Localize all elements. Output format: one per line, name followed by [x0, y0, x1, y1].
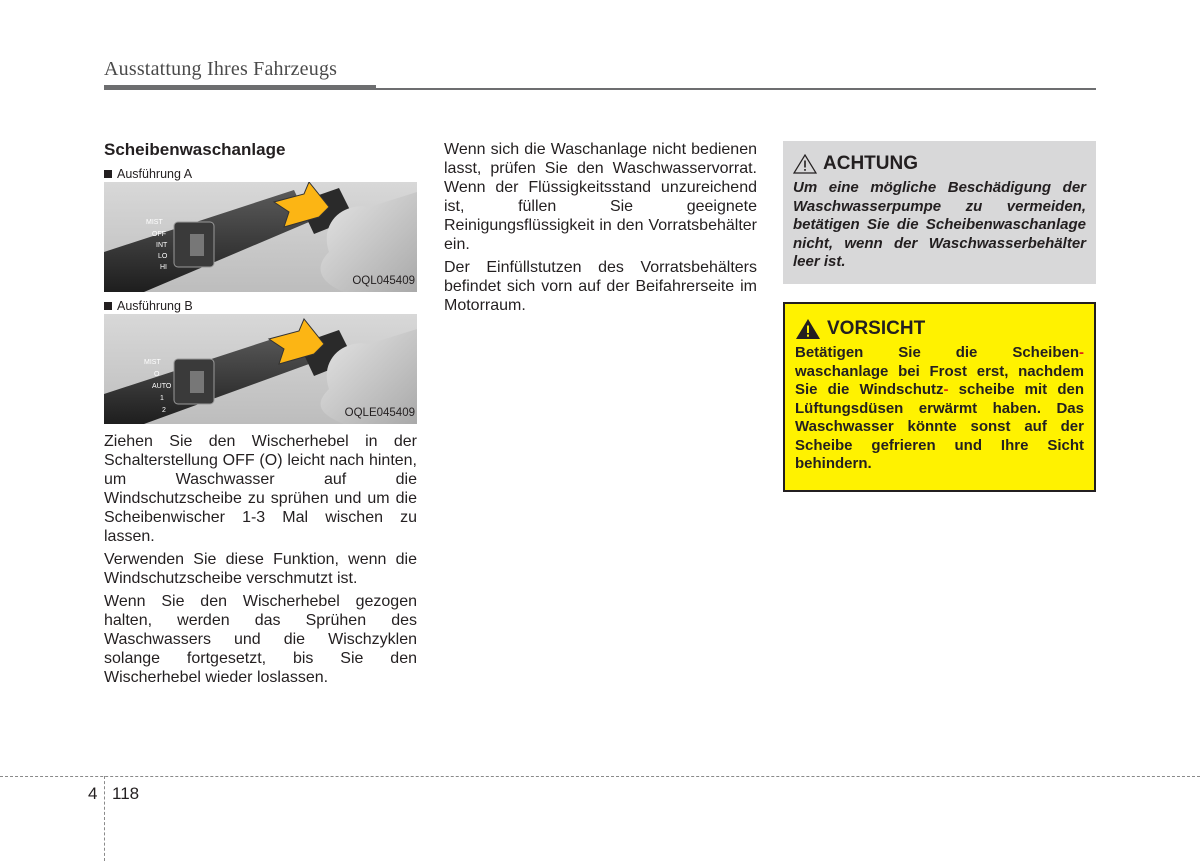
achtung-title — [793, 151, 1086, 177]
figure-b-label — [104, 298, 417, 314]
figure-a-image — [104, 182, 417, 292]
switch-label-int: INT — [156, 242, 168, 249]
achtung-body: Um eine mögliche Beschädigung der Waschwasserpumpe zu vermeiden, betätigen Sie die Scheibenwaschanlage nicht, wenn der Waschwasserbehälter leer ist. — [793, 179, 1086, 270]
footer-vertical-rule — [104, 776, 105, 861]
paragraph: Wenn Sie den Wischerhebel gezogen halten, werden das Sprühen des Waschwassers und die Wischzyklen solange fortgesetzt, bis Sie den Wischerhebel wieder loslassen. — [104, 593, 417, 686]
paragraph: Wenn sich die Waschanlage nicht bedienen lasst, prüfen Sie den Waschwasservorrat. Wenn der Flüssigkeitsstand unzureichend ist, füllen Sie geeignete Reinigungsflüssigkeit in den Vorratsbehälter ein. — [444, 141, 757, 253]
wiper-switch-window — [190, 371, 204, 393]
switch-label-mist: MIST — [146, 219, 163, 226]
chapter-number: 4 — [88, 784, 98, 803]
achtung-callout — [783, 141, 1096, 284]
paragraph: Ziehen Sie den Wischerhebel in der Schalterstellung OFF (O) leicht nach hinten, um Waschwasser auf die Windschutzscheibe zu sprühen und um die Scheibenwischer 1-3 Mal wischen zu lassen. — [104, 433, 417, 545]
header-title: Ausstattung Ihres Fahrzeugs — [104, 58, 338, 80]
switch-label-mist: MIST — [144, 359, 161, 366]
switch-label-off: OFF — [152, 231, 166, 238]
vorsicht-body-part1: Betätigen Sie die Scheiben — [795, 344, 1079, 361]
switch-label-lo: LO — [158, 253, 168, 260]
vorsicht-body — [795, 344, 1084, 474]
paragraph: Verwenden Sie diese Funktion, wenn die Windschutzscheibe verschmutzt ist. — [104, 551, 417, 587]
column-left — [104, 140, 417, 691]
vorsicht-title-text: VORSICHT — [827, 318, 926, 339]
figure-a-code: OQL045409 — [352, 275, 415, 287]
warning-outline-icon — [793, 154, 817, 174]
page-number: 118 — [112, 784, 140, 803]
wiper-switch-window — [190, 234, 204, 256]
figure-a-label-text: Ausführung A — [117, 166, 193, 181]
switch-label-hi: HI — [160, 264, 167, 271]
hyphen-mark: - — [1079, 344, 1084, 361]
warning-filled-icon — [795, 318, 821, 340]
vorsicht-body-part3: scheibe mit den Lüftungsdüsen erwärmt haben. Das Waschwasser könnte sonst auf der Scheibe gefrieren und Ihre Sicht behindern. — [795, 381, 1084, 472]
switch-label-o: O — [154, 371, 160, 378]
figure-b-code: OQLE045409 — [344, 407, 415, 419]
figure-a-label — [104, 166, 417, 182]
achtung-title-text: ACHTUNG — [823, 153, 918, 174]
square-bullet-icon — [104, 302, 112, 310]
switch-label-auto: AUTO — [152, 383, 172, 390]
square-bullet-icon — [104, 170, 112, 178]
section-heading: Scheibenwaschanlage — [104, 140, 286, 159]
header-rule — [104, 88, 1096, 90]
figure-b-image — [104, 314, 417, 424]
switch-label-2: 2 — [162, 407, 166, 414]
vorsicht-callout — [783, 302, 1096, 492]
paragraph: Der Einfüllstutzen des Vorratsbehälters befindet sich vorn auf der Beifahrerseite im Motorraum. — [444, 259, 757, 314]
switch-label-1: 1 — [160, 395, 164, 402]
vorsicht-title — [795, 316, 1084, 342]
footer-rule — [0, 776, 1200, 777]
hyphen-mark: - — [943, 381, 949, 398]
vorsicht-body-part2: waschanlage bei Frost erst, nachdem Sie die Windschutz — [795, 362, 1084, 398]
column-middle — [444, 140, 757, 319]
figure-b-label-text: Ausführung B — [117, 298, 193, 313]
